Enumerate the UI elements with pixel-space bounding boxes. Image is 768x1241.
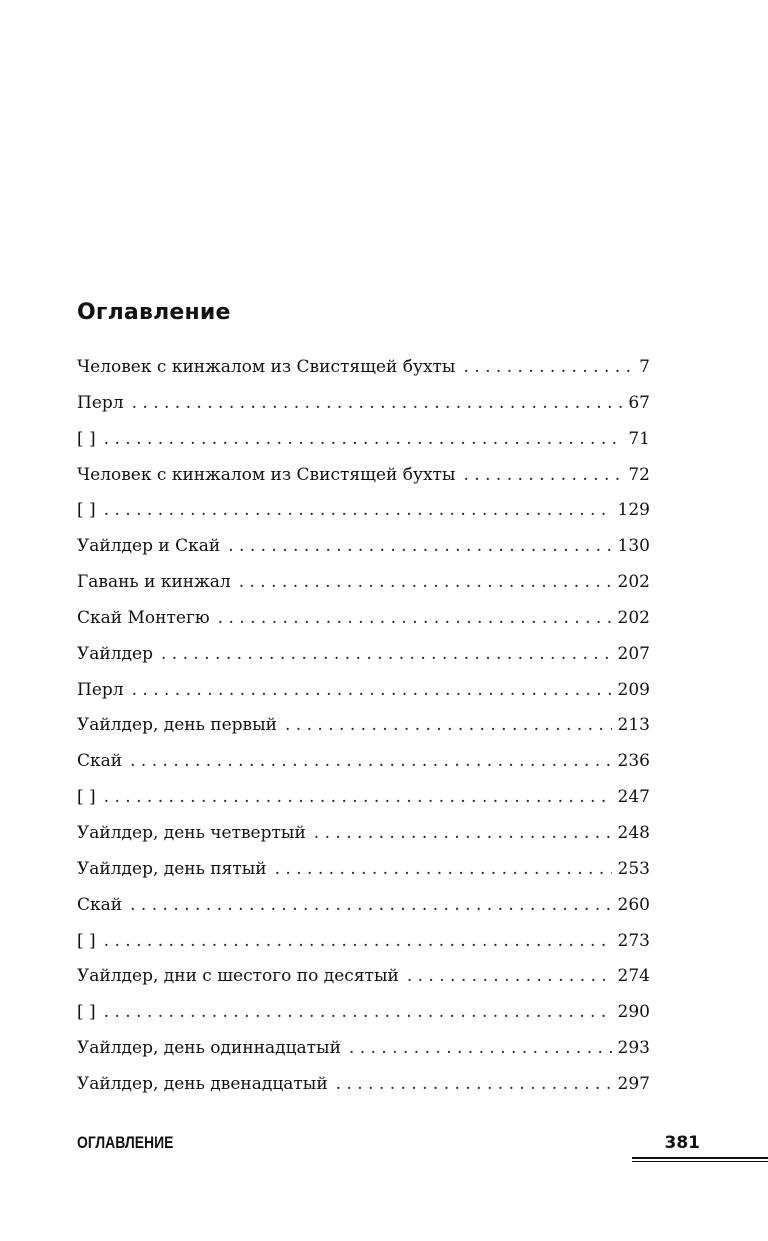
toc-entry-page: 130 [617,536,650,557]
toc-entry [77,393,650,429]
running-head: ОГЛАВЛЕНИЕ [77,1133,174,1152]
toc-entry-title: [ ] [77,1002,96,1023]
toc-entry [77,465,650,501]
toc-entry-page: 67 [628,392,650,413]
toc-entry-page: 253 [617,858,650,879]
toc-dot-leader [349,1038,612,1058]
toc-dot-leader [336,1074,612,1094]
toc-entry-title: Уайлдер и Скай [77,536,221,557]
toc-entry-page: 213 [617,715,650,736]
toc-entry-title: Уайлдер [77,643,153,664]
toc-entry [77,715,650,751]
toc-dot-leader [104,931,612,951]
toc-entry [77,1074,650,1110]
toc-entry [77,823,650,859]
toc-entry-page: 202 [617,607,650,628]
toc-dot-leader [275,859,612,879]
toc-dot-leader [130,895,611,915]
toc-dot-leader [104,429,623,449]
toc-entry-page: 273 [617,930,650,951]
toc-dot-leader [463,357,633,377]
toc-entry-title: Перл [77,679,124,700]
toc-entry-title: [ ] [77,428,96,449]
toc-entry [77,895,650,931]
toc-entry-page: 248 [617,822,650,843]
toc-entry-page: 207 [617,643,650,664]
toc-entry [77,751,650,787]
toc-entry-page: 290 [617,1002,650,1023]
toc-entry-title: Перл [77,392,124,413]
toc-dot-leader [132,680,612,700]
toc-dot-leader [161,644,612,664]
toc-entry-title: Уайлдер, день четвертый [77,822,306,843]
toc-entry-title: Скай Монтегю [77,607,210,628]
toc-entry-title: [ ] [77,930,96,951]
toc-entry [77,536,650,572]
toc-entry-page: 260 [617,894,650,915]
toc-entry [77,680,650,716]
toc-entry-title: Гавань и кинжал [77,572,231,593]
toc-entry-title: Уайлдер, день пятый [77,858,267,879]
toc-entry-title: [ ] [77,500,96,521]
footer-rule [632,1157,768,1159]
toc-entry [77,931,650,967]
toc-entry-title: Человек с кинжалом из Свистящей бухты [77,464,456,485]
toc-entry-page: 297 [617,1073,650,1094]
toc-entry [77,500,650,536]
toc-entry [77,644,650,680]
footer-rule-thin [632,1161,768,1162]
toc-entry [77,429,650,465]
toc-entry-page: 236 [617,751,650,772]
toc-entry-page: 7 [639,357,650,377]
page-title: Оглавление [77,300,231,325]
toc-dot-leader [104,1002,612,1022]
toc-dot-leader [104,787,612,807]
toc-dot-leader [407,966,612,986]
page-number: 381 [664,1133,700,1153]
toc-entry-title: [ ] [77,787,96,808]
toc-dot-leader [314,823,612,843]
toc-dot-leader [285,715,612,735]
toc-entry [77,1038,650,1074]
toc-entry [77,1002,650,1038]
toc-entry [77,787,650,823]
toc-entry-page: 293 [617,1038,650,1059]
toc-dot-leader [218,608,612,628]
toc-entry-page: 274 [617,966,650,987]
toc-dot-leader [132,393,623,413]
toc-entry-title: Уайлдер, дни с шестого по десятый [77,966,399,987]
toc-entry [77,572,650,608]
toc-entry [77,608,650,644]
table-of-contents [77,357,650,1110]
toc-entry-page: 209 [617,679,650,700]
toc-dot-leader [104,500,612,520]
toc-entry-title: Скай [77,751,123,772]
toc-entry-page: 247 [617,787,650,808]
toc-entry-page: 71 [628,428,650,449]
toc-entry-title: Уайлдер, день первый [77,715,277,736]
toc-dot-leader [130,751,611,771]
toc-entry-title: Уайлдер, день одиннадцатый [77,1038,341,1059]
toc-dot-leader [239,572,612,592]
toc-entry-page: 72 [628,464,650,485]
toc-entry [77,966,650,1002]
toc-dot-leader [463,465,622,485]
toc-entry-title: Человек с кинжалом из Свистящей бухты [77,357,456,377]
toc-entry-page: 202 [617,572,650,593]
toc-entry [77,357,650,393]
toc-entry-title: Скай [77,894,123,915]
toc-entry [77,859,650,895]
toc-entry-page: 129 [617,500,650,521]
toc-entry-title: Уайлдер, день двенадцатый [77,1073,328,1094]
toc-dot-leader [228,536,611,556]
